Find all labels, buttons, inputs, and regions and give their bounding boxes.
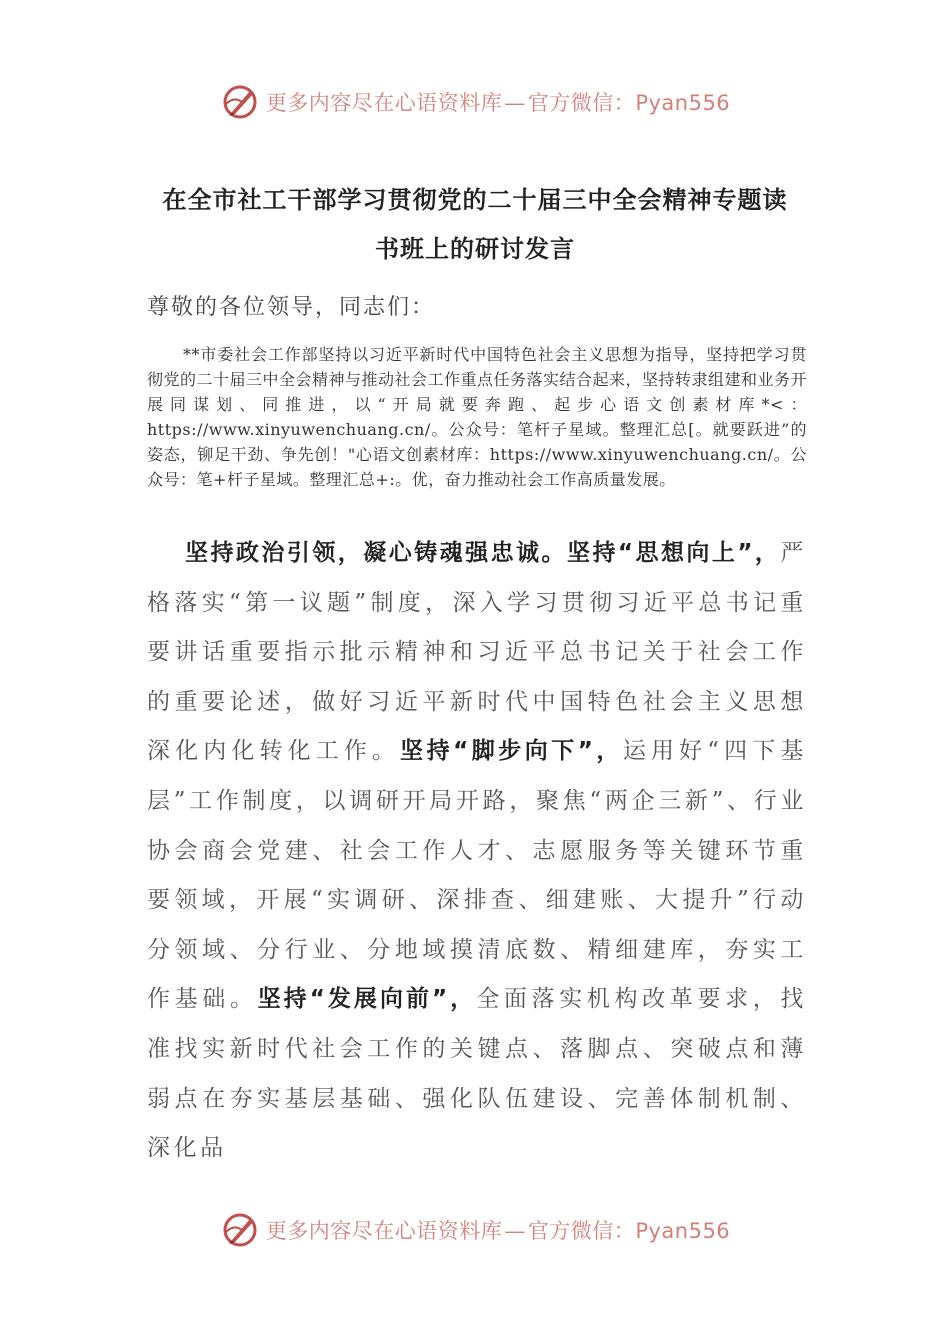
body-text-2: 运用好“四下基层”工作制度，以调研开局开路，聚焦“两企三新”、行业协会商会党建、社会工作人才、志愿服务等关键环节重要领域，开展“实调研、深排查、细建账、大提升”行动分领域、分行业、分地域摸清底数、精细建库，夯实工作基础。 — [147, 738, 807, 1013]
footer-banner — [0, 1208, 950, 1252]
document-title-line-2: 书班上的研讨发言 — [375, 235, 575, 263]
header-banner — [0, 80, 950, 124]
body-text-3: 全面落实机构改革要求，找准找实新时代社会工作的关键点、落脚点、突破点和薄弱点在夯实基层基础、强化队伍建设、完善体制机制、深化品 — [147, 986, 807, 1162]
body-heading-1: 坚持政治引领，凝心铸魂强忠诚。坚持“思想向上”， — [185, 540, 781, 566]
banner-text: 更多内容尽在心语资料库—官方微信：Pyan556 — [265, 1219, 731, 1243]
salutation: 尊敬的各位领导，同志们： — [147, 295, 436, 320]
pen-logo-icon — [220, 1210, 260, 1250]
body-paragraph — [147, 529, 807, 1174]
body-heading-2: 坚持“脚步向下”， — [400, 738, 623, 765]
banner-text: 更多内容尽在心语资料库—官方微信：Pyan556 — [265, 91, 731, 115]
body-text-1: 严格落实“第一议题”制度，深入学习贯彻习近平总书记重要讲话重要指示批示精神和习近平总书记关于社会工作的重要论述，做好习近平新时代中国特色社会主义思想深化内化转化工作。 — [147, 540, 807, 765]
intro-paragraph: **市委社会工作部坚持以习近平新时代中国特色社会主义思想为指导，坚持把学习贯彻党的二十届三中全会精神与推动社会工作重点任务落实结合起来，坚持转隶组建和业务开展同谋划、同推进，以“开局就要奔跑、起步心语文创素材库*<：https://www.xinyuwenchuang.cn/。公众号：笔杆子星域。整理汇总[。就要跃进”的姿态，铆足干劲、争先创！"心语文创素材库：https://www.xinyuwenchuang.cn/。公众号：笔+杆子星域。整理汇总+:。优，奋力推动社会工作高质量发展。 — [147, 345, 808, 489]
pen-logo-icon — [220, 82, 260, 122]
body-heading-3: 坚持“发展向前”， — [257, 986, 477, 1013]
document-title-line-1: 在全市社工干部学习贯彻党的二十届三中全会精神专题读 — [162, 186, 788, 214]
